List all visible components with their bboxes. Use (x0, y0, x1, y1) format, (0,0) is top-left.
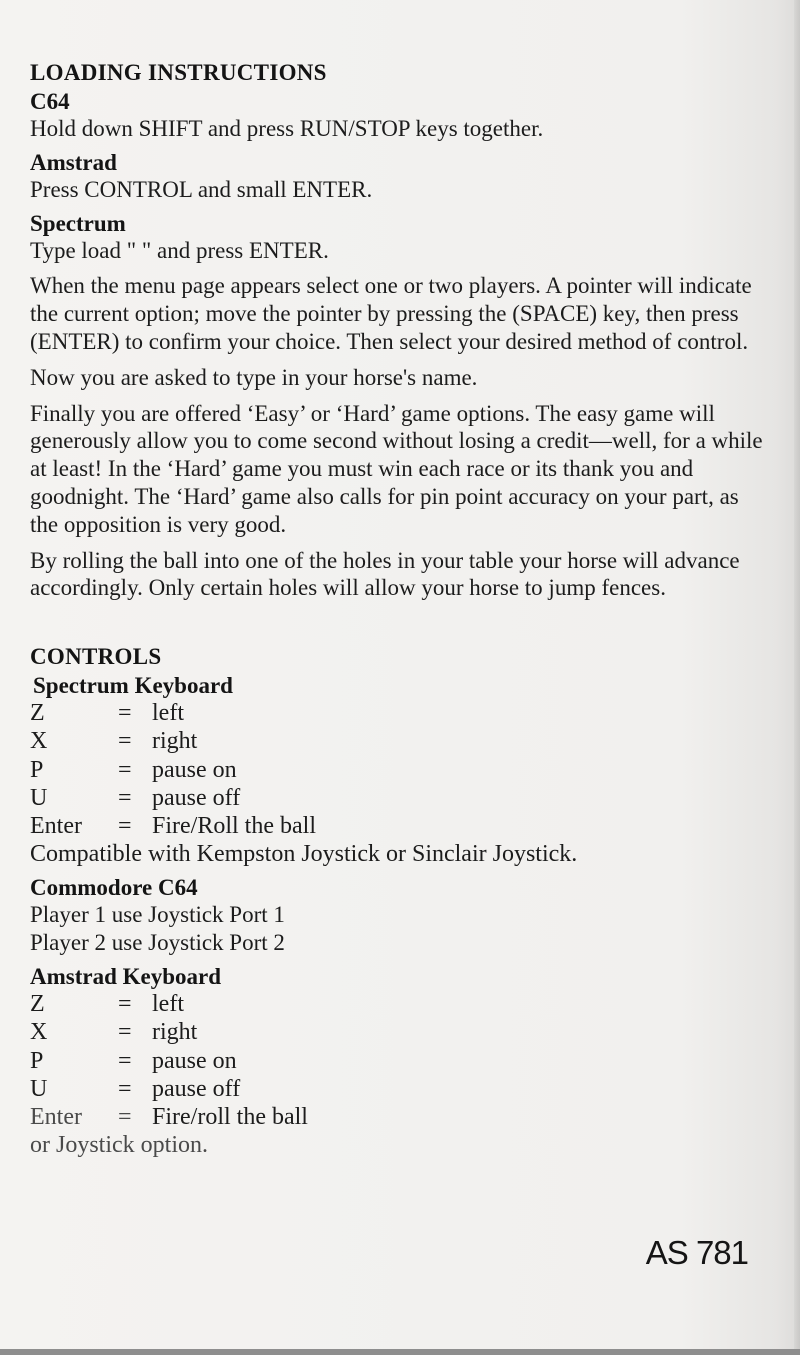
key-action: pause on (152, 756, 237, 783)
key-label: Enter (30, 1104, 82, 1131)
key-label: P (30, 1047, 44, 1074)
equals-sign: = (118, 1047, 132, 1074)
equals-sign: = (118, 1104, 132, 1131)
commodore-c64-title: Commodore C64 (30, 875, 198, 901)
equals-sign: = (118, 700, 132, 727)
key-action: left (152, 991, 184, 1018)
loading-instructions-heading: LOADING INSTRUCTIONS (30, 60, 327, 85)
key-action: left (152, 700, 184, 727)
menu-paragraph: When the menu page appears select one or two players. A pointer will indicate the current option; move the pointer by pressing the (SPACE) key, then press (ENTER) to confirm your choice. Then select your desired method of control. (30, 273, 752, 354)
spectrum-key-table (30, 699, 765, 840)
key-action: Fire/roll the ball (152, 1104, 308, 1131)
key-label: P (30, 756, 44, 783)
amstrad-joystick-note: or Joystick option. (30, 1131, 208, 1158)
equals-sign: = (118, 756, 132, 783)
spectrum-loading-text: Type load " " and press ENTER. (30, 237, 329, 263)
c64-player2-line: Player 2 use Joystick Port 2 (30, 930, 285, 956)
c64-player1-line: Player 1 use Joystick Port 1 (30, 902, 285, 928)
amstrad-loading-title: Amstrad (30, 149, 117, 175)
rolling-paragraph: By rolling the ball into one of the holes in your table your horse will advance accordingly. Only certain holes will allow your horse to jump fences. (30, 547, 740, 601)
page-bottom-border (0, 1349, 800, 1355)
key-action: right (152, 728, 198, 755)
equals-sign: = (118, 1019, 132, 1046)
amstrad-loading-text: Press CONTROL and small ENTER. (30, 176, 373, 202)
key-label: U (30, 1075, 48, 1102)
horse-name-paragraph: Now you are asked to type in your horse's name. (30, 364, 478, 390)
key-action: pause off (152, 1075, 241, 1102)
spectrum-joystick-note: Compatible with Kempston Joystick or Sinclair Joystick. (30, 840, 578, 867)
key-label: X (30, 728, 48, 755)
key-action: right (152, 1019, 198, 1046)
key-label: Z (30, 700, 45, 727)
controls-heading: CONTROLS (30, 644, 162, 670)
amstrad-key-table (30, 990, 765, 1131)
key-action: pause on (152, 1047, 237, 1074)
product-code: AS 781 (645, 1234, 748, 1271)
key-label: Z (30, 991, 45, 1018)
equals-sign: = (118, 785, 132, 812)
key-action: Fire/Roll the ball (152, 813, 316, 840)
spectrum-loading-title: Spectrum (30, 210, 126, 236)
page-edge-shadow (794, 0, 800, 1355)
c64-loading-title: C64 (30, 89, 70, 114)
instruction-page (30, 58, 765, 1159)
key-action: pause off (152, 785, 241, 812)
amstrad-keyboard-title: Amstrad Keyboard (30, 964, 222, 990)
spectrum-keyboard-title: Spectrum Keyboard (33, 673, 233, 699)
difficulty-paragraph: Finally you are offered ‘Easy’ or ‘Hard’ game options. The easy game will generously allow you to come second without losing a credit—well, for a while at least! In the ‘Hard’ game you must win each race or its thank you and goodnight. The ‘Hard’ game also calls for pin point accuracy on your part, as the opposition is very good. (30, 400, 763, 537)
key-label: U (30, 785, 48, 812)
equals-sign: = (118, 1075, 132, 1102)
key-label: X (30, 1019, 48, 1046)
equals-sign: = (118, 728, 132, 755)
equals-sign: = (118, 991, 132, 1018)
equals-sign: = (118, 813, 132, 840)
c64-loading-text: Hold down SHIFT and press RUN/STOP keys together. (30, 116, 544, 141)
key-label: Enter (30, 813, 82, 840)
